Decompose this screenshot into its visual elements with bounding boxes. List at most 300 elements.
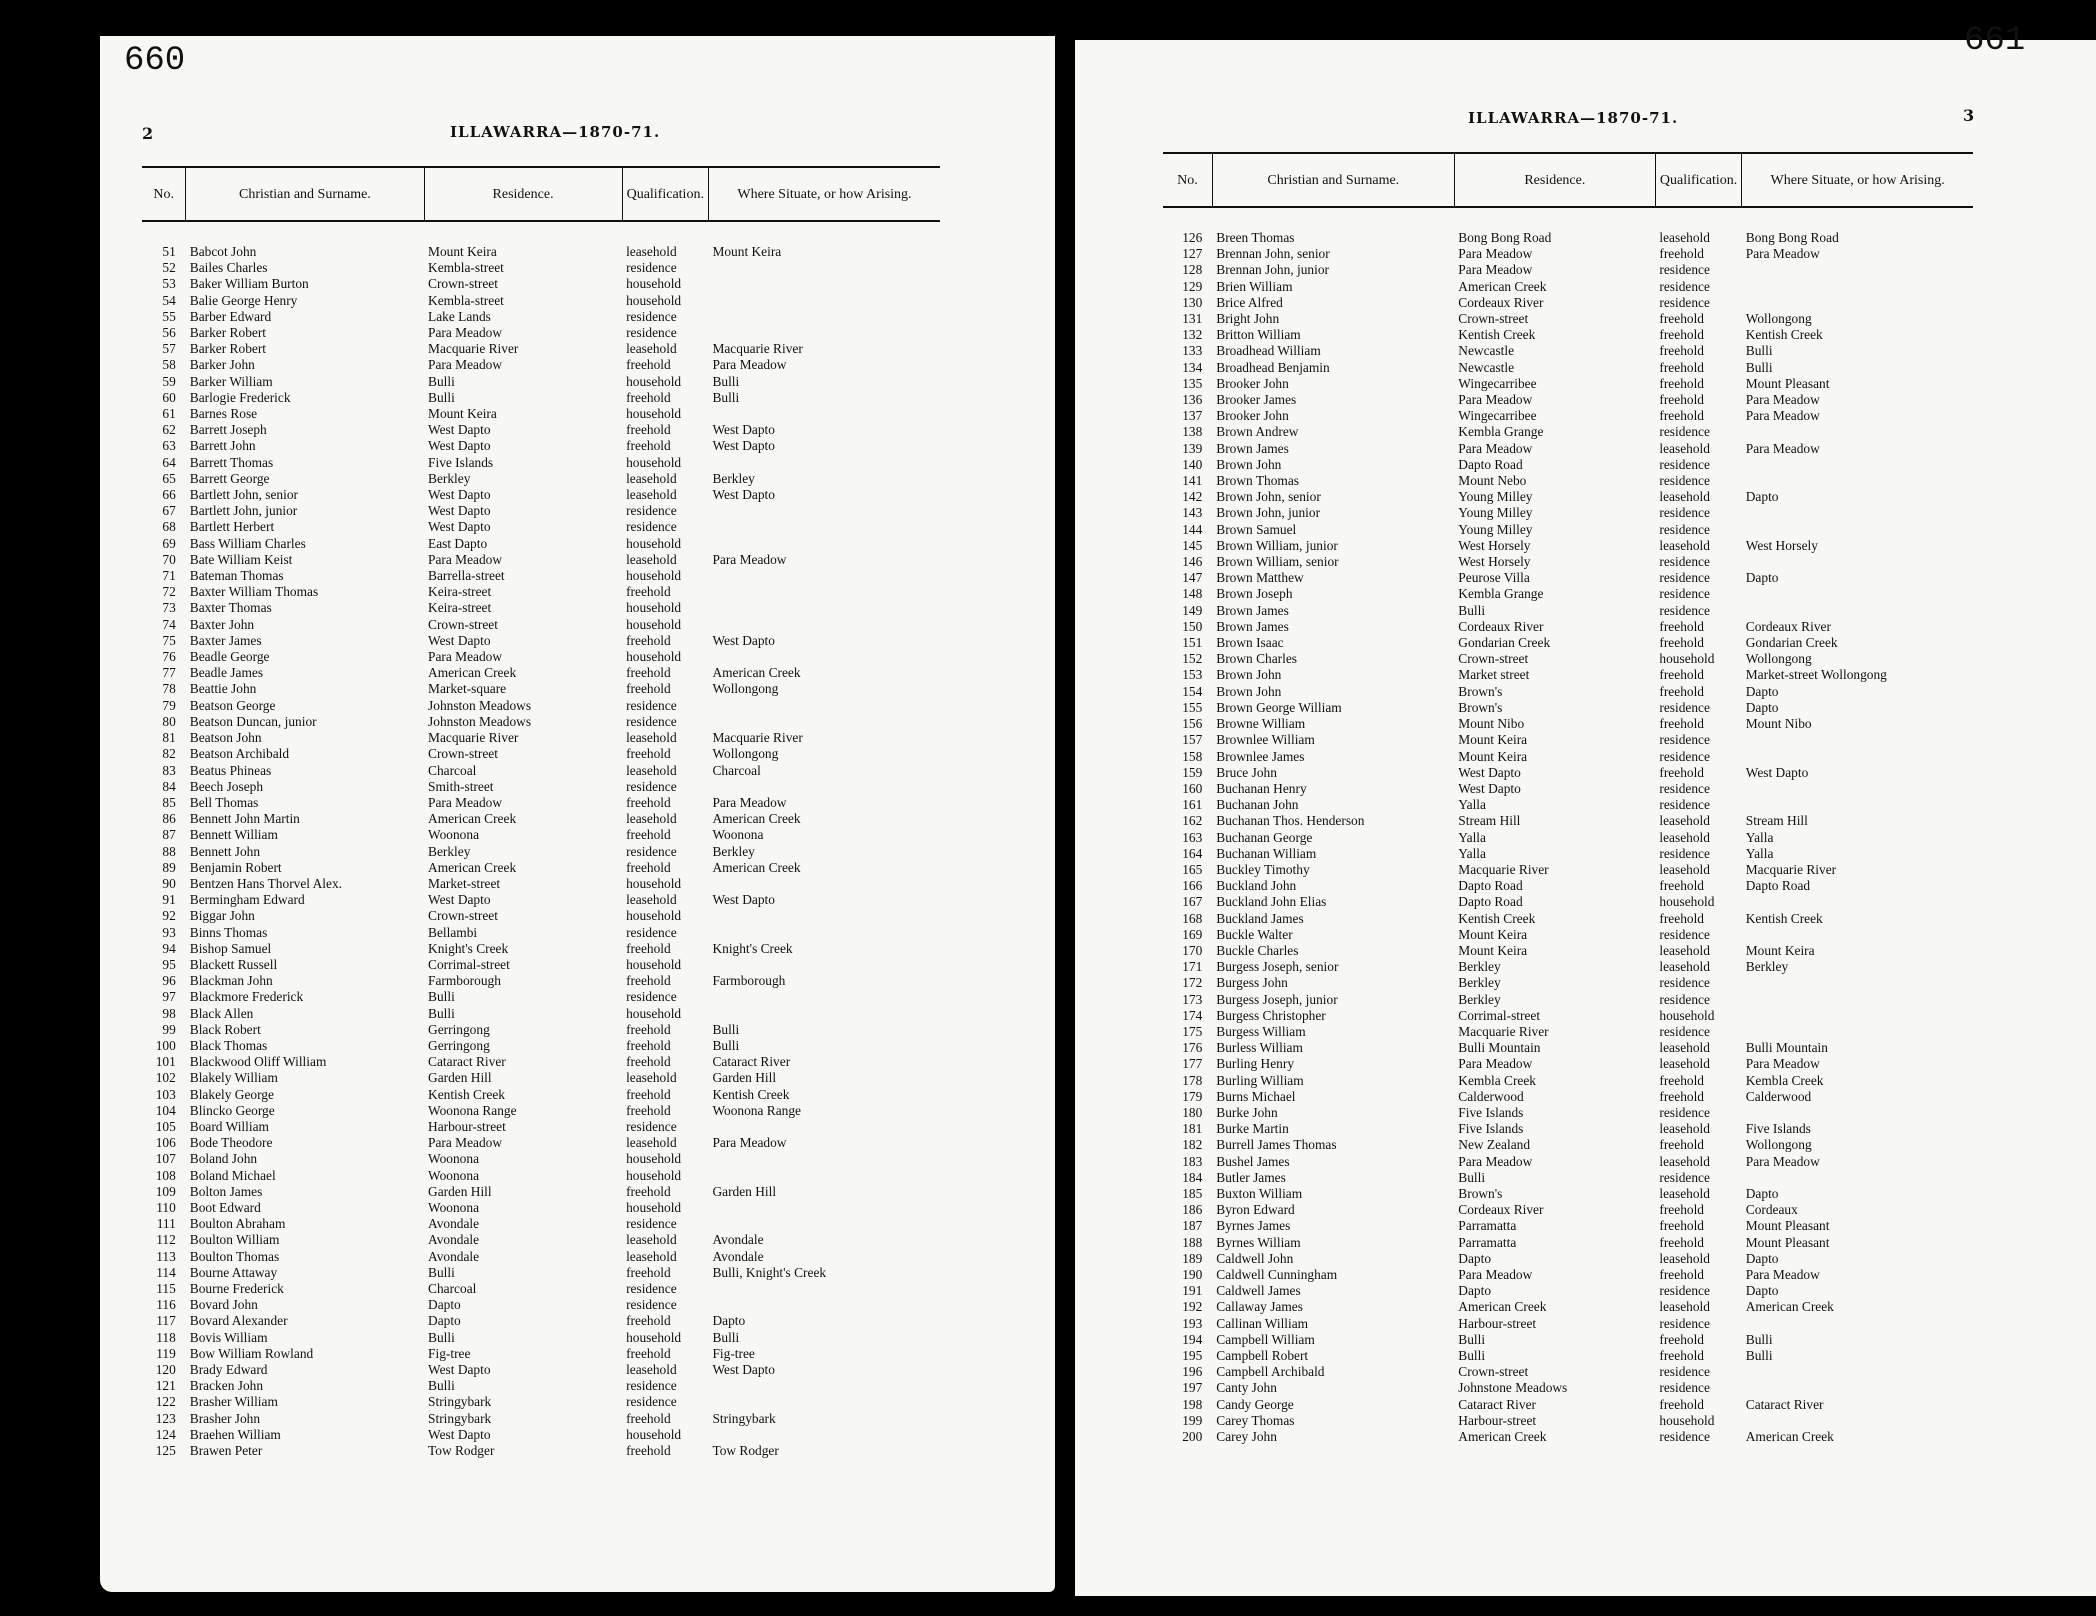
entry-residence: Charcoal: [428, 762, 477, 778]
entry-qualification: residence: [626, 1281, 677, 1296]
entry-where-situate: [1742, 473, 1973, 489]
entry-qualification: freehold: [1659, 343, 1705, 359]
entry-residence: Johnston Meadows: [428, 713, 532, 729]
entry-name: Beatus Phineas: [189, 762, 272, 778]
entry-residence: Mount Keira: [1458, 732, 1528, 748]
entry-name: Bishop Samuel: [189, 940, 272, 956]
entry-residence: Fig-tree: [428, 1345, 471, 1361]
table-row: [142, 471, 940, 487]
entry-qualification: freehold: [1659, 359, 1705, 375]
entry-where-situate: Bong Bong Road: [1745, 230, 1839, 245]
table-row: [1163, 959, 1973, 975]
entry-qualification: leasehold: [626, 1135, 677, 1151]
table-row: [142, 876, 940, 892]
entry-residence: Mount Keira: [1458, 926, 1528, 942]
entry-qualification: leasehold: [626, 892, 677, 908]
entry-name: Byrnes William: [1216, 1234, 1301, 1250]
table-row: [142, 763, 940, 779]
entry-number: 88: [162, 843, 176, 859]
entry-name: Balie George Henry: [189, 292, 298, 308]
entry-residence: Cordeaux River: [1458, 618, 1544, 634]
entry-name: Boulton Abraham: [189, 1216, 286, 1232]
col-header-no: No.: [142, 167, 186, 221]
entry-number: 144: [1182, 521, 1203, 537]
table-row: [142, 1411, 940, 1427]
entry-residence: Mount Keira: [428, 406, 497, 422]
entry-residence: Kentish Creek: [1458, 327, 1536, 343]
entry-qualification: household: [626, 908, 682, 924]
entry-residence: Para Meadow: [1458, 262, 1533, 278]
entry-residence: Bulli: [1458, 1331, 1486, 1347]
entry-where-situate: Bulli: [1745, 359, 1773, 375]
entry-number: 74: [162, 616, 176, 632]
entry-where-situate: Para Meadow: [1745, 392, 1820, 408]
entry-where-situate: Bulli: [712, 373, 740, 389]
entry-residence: Five Islands: [1458, 1104, 1524, 1120]
entry-where-situate: West Dapto: [712, 892, 775, 908]
table-row: [1163, 1008, 1973, 1024]
table-row: [1163, 813, 1973, 829]
entry-qualification: leasehold: [626, 341, 677, 357]
entry-qualification: residence: [1659, 975, 1710, 991]
entry-residence: West Dapto: [428, 438, 491, 454]
entry-number: 153: [1182, 667, 1203, 683]
entry-name: Campbell Robert: [1216, 1348, 1309, 1364]
table-row: [142, 1022, 940, 1038]
table-row: [142, 584, 940, 600]
entry-qualification: residence: [626, 697, 677, 713]
entry-name: Buchanan Henry: [1216, 780, 1307, 796]
entry-qualification: leasehold: [1659, 861, 1710, 877]
entry-where-situate: [708, 957, 940, 973]
entry-residence: Mount Keira: [428, 244, 497, 259]
entry-where-situate: [708, 908, 940, 924]
book-gutter: [1055, 30, 1075, 1610]
entry-residence: Para Meadow: [1458, 246, 1533, 262]
entry-name: Burgess Joseph, senior: [1216, 959, 1339, 975]
entry-where-situate: [708, 1378, 940, 1394]
entry-name: Bovard John: [189, 1297, 258, 1313]
entry-qualification: freehold: [626, 1054, 671, 1070]
table-row: [142, 1038, 940, 1054]
entry-residence: Para Meadow: [428, 325, 503, 341]
entry-number: 93: [162, 924, 176, 940]
entry-name: Bate William Keist: [189, 551, 293, 567]
entry-where-situate: Para Meadow: [712, 794, 787, 810]
table-row: [1163, 830, 1973, 846]
entry-qualification: residence: [626, 713, 677, 729]
entry-name: Binns Thomas: [189, 924, 268, 940]
entry-residence: Bulli: [1458, 1169, 1486, 1185]
entry-number: 162: [1182, 813, 1203, 829]
table-row: [142, 1330, 940, 1346]
table-row: [142, 617, 940, 633]
entry-residence: Newcastle: [1458, 359, 1515, 375]
entry-residence: Five Islands: [428, 454, 494, 470]
entry-residence: Parramatta: [1458, 1234, 1517, 1250]
entry-number: 167: [1182, 894, 1203, 910]
entry-name: Byrnes James: [1216, 1218, 1291, 1234]
left-table-body: [142, 221, 940, 1459]
entry-residence: Crown-street: [428, 908, 498, 924]
entry-residence: Berkley: [1458, 991, 1501, 1007]
entry-number: 82: [162, 746, 176, 762]
entry-name: Baxter Thomas: [189, 600, 272, 616]
entry-where-situate: Woonona: [712, 827, 764, 843]
entry-where-situate: Para Meadow: [1745, 408, 1820, 424]
entry-qualification: freehold: [1659, 1331, 1705, 1347]
entry-name: Beadle George: [189, 649, 270, 665]
entry-qualification: residence: [1659, 424, 1710, 440]
table-row: [142, 925, 940, 941]
entry-name: Browne William: [1216, 716, 1306, 732]
entry-qualification: household: [626, 875, 682, 891]
entry-residence: Calderwood: [1458, 1088, 1524, 1104]
col-header-where-situate: Where Situate, or how Arising.: [708, 167, 940, 221]
table-row: [142, 908, 940, 924]
entry-where-situate: Para Meadow: [712, 551, 787, 567]
table-row: [1163, 570, 1973, 586]
entry-name: Breen Thomas: [1216, 230, 1295, 245]
entry-residence: Gondarian Creek: [1458, 635, 1551, 651]
table-row: [142, 455, 940, 471]
entry-number: 142: [1182, 489, 1203, 505]
entry-residence: Para Meadow: [428, 794, 503, 810]
table-row: [142, 438, 940, 454]
entry-residence: Farmborough: [428, 973, 501, 989]
entry-where-situate: Bulli: [1745, 343, 1773, 359]
entry-residence: Newcastle: [1458, 343, 1515, 359]
entry-name: Burling William: [1216, 1072, 1304, 1088]
entry-number: 127: [1182, 246, 1203, 262]
table-row: [142, 519, 940, 535]
entry-where-situate: Para Meadow: [712, 1135, 787, 1151]
table-row: [1163, 1380, 1973, 1396]
entry-name: Barker Robert: [189, 341, 267, 357]
entry-residence: Johnston Meadows: [428, 697, 532, 713]
entry-where-situate: [1742, 797, 1973, 813]
entry-where-situate: [1742, 554, 1973, 570]
table-row: [1163, 262, 1973, 278]
entry-qualification: freehold: [626, 1102, 671, 1118]
entry-name: Brown Andrew: [1216, 424, 1299, 440]
entry-name: Brownlee William: [1216, 732, 1315, 748]
entry-number: 85: [162, 794, 176, 810]
entry-name: Brown Matthew: [1216, 570, 1304, 586]
entry-number: 169: [1182, 926, 1203, 942]
entry-where-situate: Para Meadow: [1745, 1267, 1820, 1282]
entry-qualification: residence: [1659, 456, 1710, 472]
entry-name: Baxter John: [189, 616, 255, 632]
entry-residence: Woonona: [428, 1199, 480, 1215]
table-row: [1163, 392, 1973, 408]
right-table-header: [1163, 153, 1973, 207]
entry-number: 193: [1182, 1315, 1203, 1331]
entry-where-situate: Market-street Wollongong: [1745, 667, 1887, 683]
entry-residence: Berkley: [428, 470, 471, 486]
entry-name: Board William: [189, 1118, 269, 1134]
entry-qualification: freehold: [1659, 1348, 1705, 1364]
entry-number: 189: [1182, 1250, 1203, 1266]
entry-residence: Avondale: [428, 1216, 480, 1232]
entry-name: Candy George: [1216, 1396, 1294, 1412]
entry-residence: Para Meadow: [1458, 1056, 1533, 1072]
entry-where-situate: [1742, 975, 1973, 991]
entry-number: 56: [162, 325, 176, 341]
entry-qualification: residence: [626, 503, 677, 519]
entry-where-situate: West Dapto: [712, 422, 775, 438]
entry-residence: Parramatta: [1458, 1218, 1517, 1234]
entry-name: Bovard Alexander: [189, 1313, 288, 1329]
entry-number: 103: [155, 1086, 176, 1102]
entry-qualification: freehold: [626, 665, 671, 681]
entry-where-situate: American Creek: [1745, 1299, 1834, 1315]
entry-number: 96: [162, 973, 176, 989]
entry-name: Baxter James: [189, 632, 262, 648]
entry-number: 122: [155, 1394, 176, 1410]
entry-qualification: freehold: [1659, 375, 1705, 391]
entry-qualification: household: [626, 649, 682, 665]
entry-where-situate: Avondale: [712, 1248, 764, 1264]
entry-residence: Kembla Creek: [1458, 1072, 1537, 1088]
entry-number: 98: [162, 1005, 176, 1021]
table-row: [142, 1281, 940, 1297]
entry-residence: Garden Hill: [428, 1070, 492, 1086]
entry-where-situate: Cordeaux: [1745, 1202, 1798, 1218]
entry-qualification: freehold: [1659, 246, 1705, 262]
entry-number: 188: [1182, 1234, 1203, 1250]
entry-qualification: residence: [1659, 1104, 1710, 1120]
table-row: [142, 325, 940, 341]
entry-qualification: household: [626, 568, 682, 584]
entry-residence: West Dapto: [428, 1362, 491, 1378]
entry-name: Buchanan William: [1216, 845, 1317, 861]
entry-qualification: freehold: [626, 1410, 671, 1426]
entry-residence: Woonona: [428, 827, 480, 843]
entry-qualification: residence: [1659, 780, 1710, 796]
entry-name: Callinan William: [1216, 1315, 1309, 1331]
table-row: [1163, 295, 1973, 311]
table-row: [142, 503, 940, 519]
table-row: [142, 357, 940, 373]
entry-qualification: residence: [626, 1216, 677, 1232]
entry-qualification: freehold: [626, 632, 671, 648]
table-row: [142, 1184, 940, 1200]
table-row: [142, 390, 940, 406]
table-row: [142, 422, 940, 438]
entry-qualification: leasehold: [1659, 1121, 1710, 1137]
entry-where-situate: [708, 325, 940, 341]
entry-where-situate: American Creek: [1745, 1429, 1834, 1445]
entry-number: 177: [1182, 1056, 1203, 1072]
entry-where-situate: Fig-tree: [712, 1345, 755, 1361]
entry-qualification: freehold: [626, 1443, 671, 1459]
entry-name: Buckle Walter: [1216, 926, 1293, 942]
entry-where-situate: [1742, 1380, 1973, 1396]
entry-name: Barrett Joseph: [189, 422, 267, 438]
entry-where-situate: Mount Pleasant: [1745, 1218, 1830, 1234]
entry-qualification: leasehold: [626, 811, 677, 827]
entry-residence: Corrimal-street: [428, 956, 510, 972]
entry-qualification: residence: [1659, 732, 1710, 748]
entry-number: 137: [1182, 408, 1203, 424]
table-row: [142, 795, 940, 811]
left-table-header: [142, 167, 940, 221]
entry-where-situate: [708, 1394, 940, 1410]
entry-number: 197: [1182, 1380, 1203, 1396]
entry-qualification: leasehold: [1659, 829, 1710, 845]
entry-where-situate: Dapto: [1745, 1185, 1779, 1201]
entry-qualification: leasehold: [1659, 1299, 1710, 1315]
entry-where-situate: Stringybark: [712, 1410, 776, 1426]
entry-residence: Barrella-street: [428, 568, 505, 584]
entry-where-situate: Dapto: [712, 1313, 746, 1329]
entry-where-situate: Cordeaux River: [1745, 618, 1831, 634]
table-row: [1163, 279, 1973, 295]
entry-residence: Wingecarribee: [1458, 408, 1537, 424]
table-row: [1163, 635, 1973, 651]
table-row: [142, 827, 940, 843]
entry-number: 155: [1182, 699, 1203, 715]
entry-name: Brown William, junior: [1216, 537, 1338, 553]
entry-qualification: residence: [1659, 521, 1710, 537]
entry-name: Black Allen: [189, 1005, 254, 1021]
entry-qualification: freehold: [1659, 683, 1705, 699]
entry-qualification: freehold: [626, 940, 671, 956]
entry-number: 147: [1182, 570, 1203, 586]
entry-residence: Brown's: [1458, 683, 1503, 699]
entry-residence: Harbour-street: [1458, 1412, 1537, 1428]
entry-residence: American Creek: [1458, 278, 1547, 294]
entry-where-situate: Bulli: [1745, 1348, 1773, 1364]
table-row: [142, 844, 940, 860]
entry-residence: Mount Nibo: [1458, 716, 1525, 732]
entry-qualification: residence: [626, 1297, 677, 1313]
entry-residence: Crown-street: [428, 276, 498, 292]
entry-residence: Dapto Road: [1458, 894, 1523, 910]
entry-residence: Market-square: [428, 681, 507, 697]
entry-name: Brown John, senior: [1216, 489, 1321, 505]
table-row: [142, 1200, 940, 1216]
entry-qualification: leasehold: [626, 487, 677, 503]
entry-where-situate: [1742, 262, 1973, 278]
table-row: [142, 1265, 940, 1281]
entry-qualification: household: [626, 292, 682, 308]
entry-name: Baxter William Thomas: [189, 584, 319, 600]
table-row: [1163, 1316, 1973, 1332]
entry-where-situate: West Dapto: [1745, 764, 1809, 780]
table-row: [1163, 1267, 1973, 1283]
entry-number: 170: [1182, 942, 1203, 958]
entry-where-situate: [708, 989, 940, 1005]
entry-where-situate: [1742, 1364, 1973, 1380]
table-row: [142, 221, 940, 260]
entry-name: Brennan John, junior: [1216, 262, 1329, 278]
entry-name: Black Robert: [189, 1021, 261, 1037]
entry-qualification: leasehold: [1659, 1056, 1710, 1072]
entry-name: Bright John: [1216, 311, 1280, 327]
entry-qualification: household: [1659, 651, 1715, 667]
table-row: [142, 1216, 940, 1232]
entry-qualification: residence: [1659, 1364, 1710, 1380]
entry-where-situate: [708, 276, 940, 292]
entry-qualification: leasehold: [626, 1248, 677, 1264]
entry-name: Campbell William: [1216, 1331, 1315, 1347]
entry-number: 83: [162, 762, 176, 778]
table-row: [1163, 716, 1973, 732]
entry-residence: Keira-street: [428, 584, 492, 600]
table-row: [142, 665, 940, 681]
entry-name: Caldwell John: [1216, 1250, 1294, 1266]
entry-residence: Mount Keira: [1458, 942, 1528, 958]
table-row: [1163, 1073, 1973, 1089]
entry-residence: West Dapto: [1458, 764, 1521, 780]
entry-qualification: freehold: [626, 1345, 671, 1361]
entry-residence: Wingecarribee: [1458, 375, 1537, 391]
entry-number: 182: [1182, 1137, 1203, 1153]
entry-where-situate: Dapto: [1745, 699, 1779, 715]
table-row: [1163, 667, 1973, 683]
entry-name: Boot Edward: [189, 1199, 261, 1215]
entry-qualification: residence: [1659, 991, 1710, 1007]
entry-number: 128: [1182, 262, 1203, 278]
entry-residence: Keira-street: [428, 600, 492, 616]
entry-number: 175: [1182, 1023, 1203, 1039]
entry-residence: Kembla-street: [428, 260, 504, 276]
entry-where-situate: [708, 876, 940, 892]
entry-name: Buckley Timothy: [1216, 861, 1310, 877]
entry-where-situate: Kentish Creek: [1745, 327, 1823, 343]
entry-number: 133: [1182, 343, 1203, 359]
entry-number: 102: [155, 1070, 176, 1086]
entry-residence: Para Meadow: [1458, 1153, 1533, 1169]
table-row: [1163, 1332, 1973, 1348]
entry-qualification: household: [626, 535, 682, 551]
entry-qualification: household: [1659, 1412, 1715, 1428]
entry-name: Brien William: [1216, 278, 1293, 294]
entry-residence: Bulli Mountain: [1458, 1040, 1541, 1056]
entry-name: Blackmore Frederick: [189, 989, 304, 1005]
entry-where-situate: American Creek: [712, 811, 801, 827]
entry-qualification: household: [626, 454, 682, 470]
entry-qualification: leasehold: [1659, 1185, 1710, 1201]
table-row: [1163, 846, 1973, 862]
entry-qualification: residence: [1659, 845, 1710, 861]
table-row: [1163, 927, 1973, 943]
table-row: [142, 1232, 940, 1248]
entry-where-situate: Macquarie River: [1745, 861, 1837, 877]
table-row: [1163, 343, 1973, 359]
entry-number: 200: [1182, 1429, 1203, 1445]
entry-number: 115: [156, 1281, 176, 1296]
entry-where-situate: Garden Hill: [712, 1183, 777, 1199]
entry-residence: Macquarie River: [428, 730, 519, 746]
entry-residence: Avondale: [428, 1232, 480, 1248]
entry-number: 114: [156, 1264, 176, 1280]
entry-qualification: leasehold: [626, 551, 677, 567]
entry-name: Broadhead William: [1216, 343, 1321, 359]
entry-qualification: residence: [626, 1118, 677, 1134]
entry-name: Burless William: [1216, 1040, 1303, 1056]
entry-residence: Garden Hill: [428, 1183, 492, 1199]
entry-qualification: freehold: [626, 859, 671, 875]
entry-qualification: residence: [626, 260, 677, 276]
entry-qualification: household: [626, 1005, 682, 1021]
entry-where-situate: [708, 779, 940, 795]
entry-residence: Bulli: [428, 373, 455, 389]
entry-qualification: leasehold: [1659, 813, 1710, 829]
entry-number: 63: [162, 438, 176, 454]
